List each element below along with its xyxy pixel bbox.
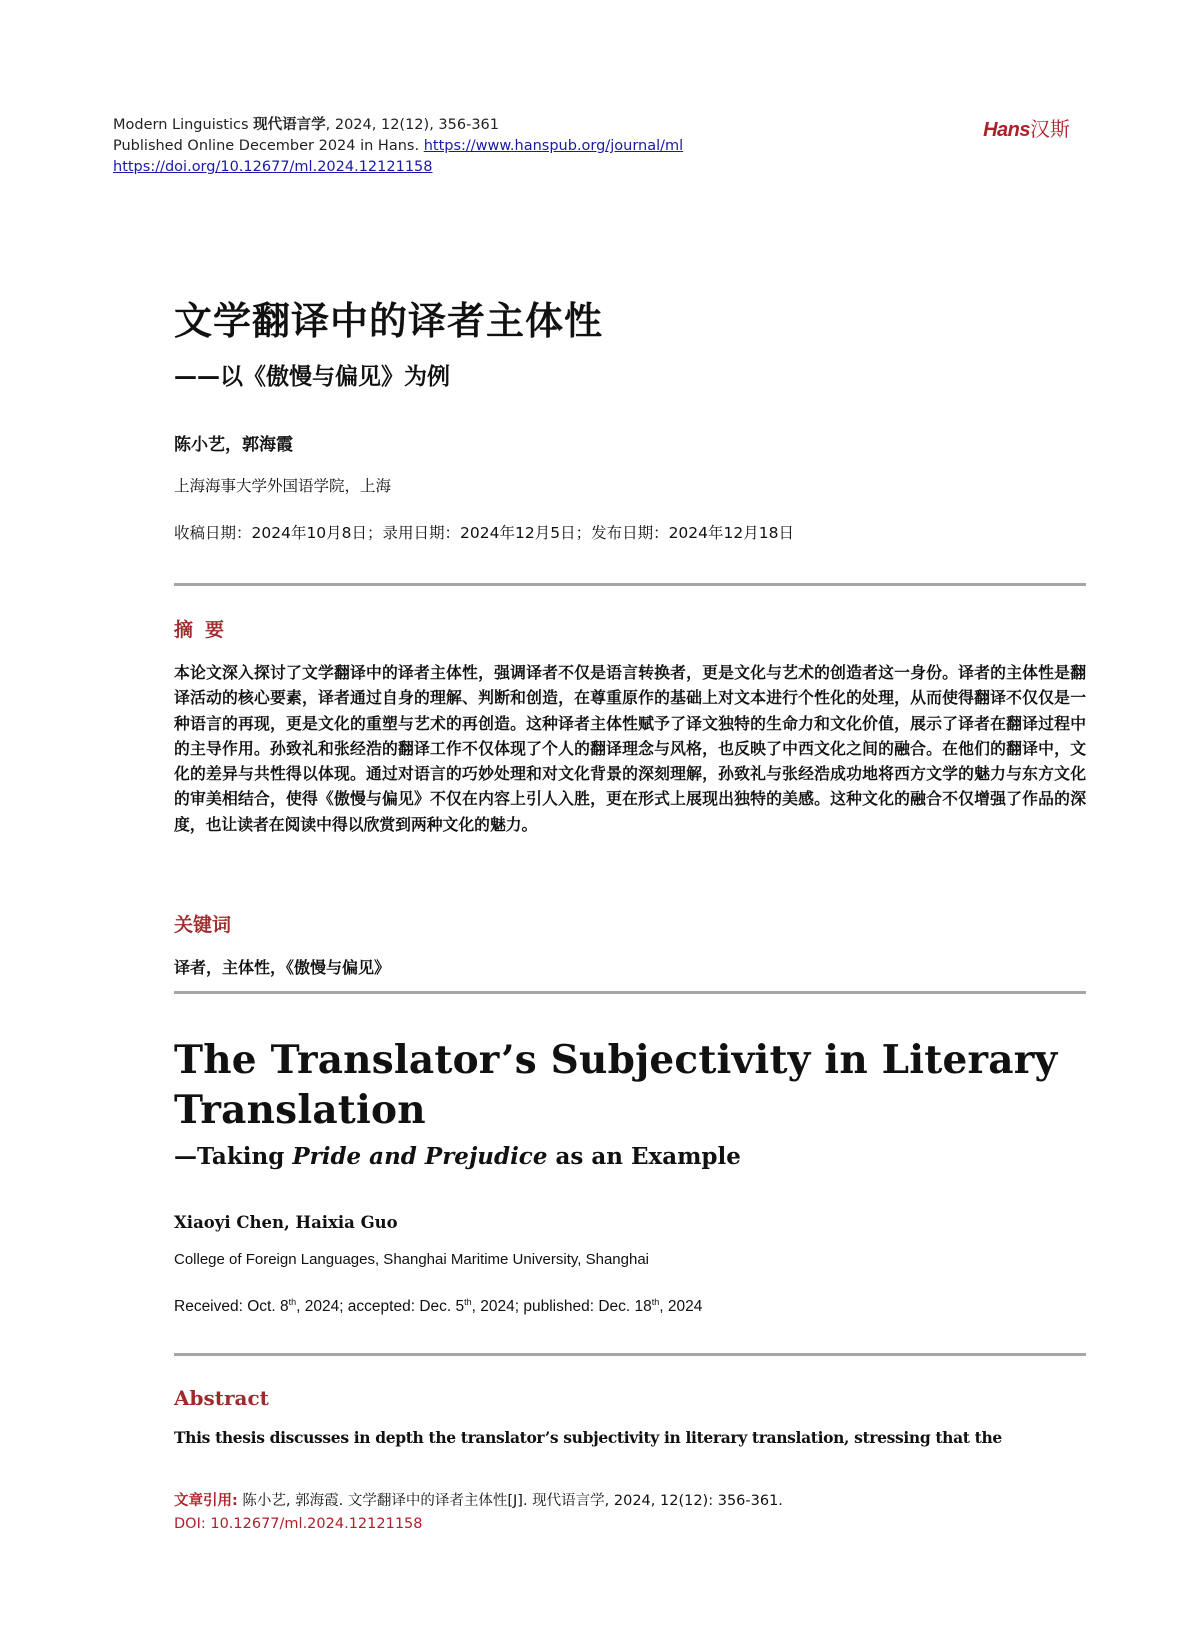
- journal-name-cn: 现代语言学: [253, 117, 326, 133]
- dates-cn: 收稿日期：2024年10月8日；录用日期：2024年12月5日；发布日期：2024年12月18日: [174, 524, 794, 542]
- published-date: , 2024; published: Dec. 18: [471, 1298, 652, 1316]
- title-cn: 文学翻译中的译者主体性: [174, 299, 604, 343]
- abstract-heading-cn: 摘要: [174, 619, 237, 641]
- hans-logo: [983, 113, 1070, 142]
- citation-text: 陈小艺, 郭海霞. 文学翻译中的译者主体性[J]. 现代语言学, 2024, 12(12): 356-361.: [237, 1493, 783, 1509]
- ordinal-suffix: th: [651, 1297, 660, 1307]
- subtitle-en-suffix: as an Example: [547, 1143, 741, 1170]
- abstract-body-cn: 本论文深入探讨了文学翻译中的译者主体性，强调译者不仅是语言转换者，更是文化与艺术的创造者这一身份。译者的主体性是翻译活动的核心要素，译者通过自身的理解、判断和创造，在尊重原作的基础上对文本进行个性化的处理，从而使得翻译不仅仅是一种语言的再现，更是文化的重塑与艺术的再创造。这种译者主体性赋予了译文独特的生命力和文化价值，展示了译者在翻译过程中的主导作用。孙致礼和张经浩的翻译工作不仅体现了个人的翻译理念与风格，也反映了中西文化之间的融合。在他们的翻译中，文化的差异与共性得以体现。通过对语言的巧妙处理和对文化背景的深刻理解，孙致礼与张经浩成功地将西方文学的魅力与东方文化的审美相结合，使得《傲慢与偏见》不仅在内容上引人入胜，更在形式上展现出独特的美感。这种文化的融合不仅增强了作品的深度，也让读者在阅读中得以欣赏到两种文化的魅力。: [174, 663, 1086, 834]
- journal-issue: , 2024, 12(12), 356-361: [325, 117, 499, 133]
- citation-label: 文章引用:: [174, 1493, 238, 1509]
- divider-bottom: [174, 1353, 1086, 1356]
- journal-name-en: Modern Linguistics: [113, 117, 249, 133]
- keywords-cn: 译者，主体性，《傲慢与偏见》: [174, 958, 391, 977]
- accepted-date: , 2024; accepted: Dec. 5: [296, 1298, 465, 1316]
- logo-latin: Hans: [983, 119, 1030, 141]
- divider-middle: [174, 991, 1086, 994]
- divider-top: [174, 583, 1086, 586]
- abstract-heading-en: Abstract: [174, 1386, 269, 1410]
- ordinal-suffix: th: [288, 1297, 297, 1307]
- citation-doi: DOI: 10.12677/ml.2024.12121158: [174, 1516, 423, 1532]
- subtitle-en-book-title: Pride and Prejudice: [292, 1143, 548, 1170]
- journal-url-link[interactable]: https://www.hanspub.org/journal/ml: [423, 138, 684, 154]
- dates-year-end: , 2024: [659, 1298, 703, 1316]
- logo-cn: 汉斯: [1030, 117, 1070, 141]
- dates-en: [174, 1297, 1086, 1316]
- authors-en: Xiaoyi Chen, Haixia Guo: [174, 1213, 398, 1232]
- authors-cn: 陈小艺，郭海霞: [174, 435, 293, 455]
- journal-header: [113, 115, 683, 178]
- abstract-body-en: This thesis discusses in depth the translator’s subjectivity in literary translation, stressing that the: [174, 1428, 1002, 1447]
- published-line: [113, 136, 683, 157]
- subtitle-en: [174, 1143, 1086, 1170]
- citation-footer: [174, 1490, 783, 1536]
- journal-line: [113, 115, 683, 136]
- affiliation-cn: 上海海事大学外国语学院，上海: [174, 477, 392, 495]
- keywords-heading-cn: 关键词: [174, 914, 232, 936]
- subtitle-en-prefix: —Taking: [174, 1143, 293, 1170]
- title-en: The Translator’s Subjectivity in Literary Translation: [174, 1037, 1058, 1133]
- ordinal-suffix: th: [464, 1297, 472, 1307]
- doi-url-link[interactable]: https://doi.org/10.12677/ml.2024.12121158: [113, 159, 433, 175]
- subtitle-cn: ——以《傲慢与偏见》为例: [174, 364, 450, 390]
- published-online-text: Published Online December 2024 in Hans.: [113, 138, 420, 154]
- doi-line: [113, 157, 683, 178]
- affiliation-en: College of Foreign Languages, Shanghai Maritime University, Shanghai: [174, 1251, 649, 1268]
- received-date: Received: Oct. 8: [174, 1298, 289, 1316]
- citation-line: [174, 1490, 783, 1513]
